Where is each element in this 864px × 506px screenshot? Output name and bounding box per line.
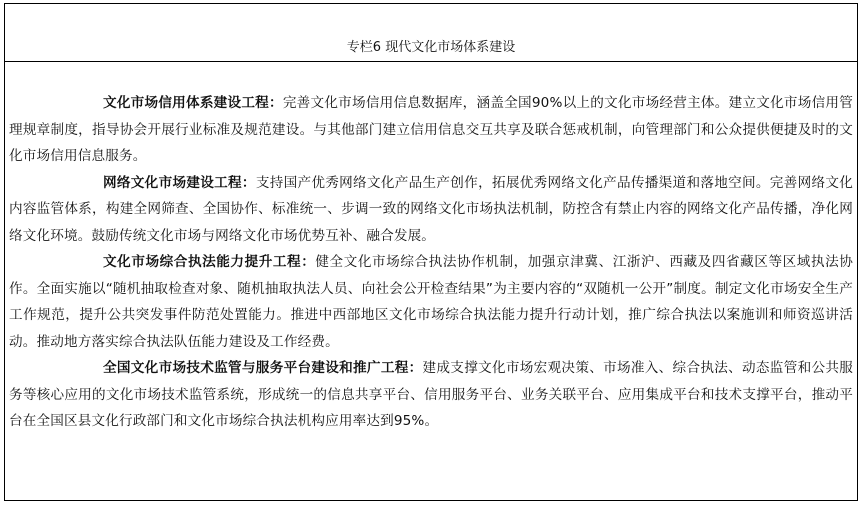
box-body	[5, 62, 857, 435]
paragraph-text: 健全文化市场综合执法协作机制，加强京津冀、江浙沪、西藏及四省藏区等区域执法协作。全面实施以“随机抽取检查对象、随机抽取执法人员、向社会公开检查结果”为主要内容的“双随机一公开”制度。制定文化市场安全生产工作规范，提升公共突发事件防范处置能力。推进中西部地区文化市场综合执法能力提升行动计划，推广综合执法以案施训和师资巡讲活动。推动地方落实综合执法队伍能力建设及工作经费。	[9, 254, 854, 350]
paragraph-text: 完善文化市场信用信息数据库，涵盖全国90%以上的文化市场经营主体。建立文化市场信用管理规章制度，指导协会开展行业标准及规范建设。与其他部门建立信用信息交互共享及联合惩戒机制，向管理部门和公众提供便捷及时的文化市场信用信息服务。	[9, 95, 854, 164]
box-title: 专栏6 现代文化市场体系建设	[346, 40, 516, 55]
paragraph-heading: 文化市场综合执法能力提升工程：	[103, 254, 316, 270]
column-box	[4, 3, 858, 501]
paragraph-heading: 文化市场信用体系建设工程：	[103, 95, 283, 111]
paragraph-tech-platform	[9, 355, 853, 435]
paragraph-heading: 全国文化市场技术监管与服务平台建设和推广工程：	[103, 360, 423, 376]
paragraph-credit-system	[9, 90, 853, 170]
box-header	[5, 4, 857, 62]
paragraph-heading: 网络文化市场建设工程：	[103, 174, 256, 191]
paragraph-network-market	[9, 170, 853, 250]
paragraph-text: 建成支撑文化市场宏观决策、市场准入、综合执法、动态监管和公共服务等核心应用的文化市场技术监管系统，形成统一的信息共享平台、信用服务平台、业务关联平台、应用集成平台和技术支撑平台，推动平台在全国区县文化行政部门和文化市场综合执法机构应用率达到95%。	[9, 360, 854, 429]
paragraph-text: 支持国产优秀网络文化产品生产创作，拓展优秀网络文化产品传播渠道和落地空间。完善网络文化内容监管体系，构建全网筛查、全国协作、标准统一、步调一致的网络文化市场执法机制，防控含有禁止内容的网络文化产品传播，净化网络文化环境。鼓励传统文化市场与网络文化市场优势互补、融合发展。	[9, 174, 853, 244]
paragraph-law-enforcement	[9, 249, 853, 355]
